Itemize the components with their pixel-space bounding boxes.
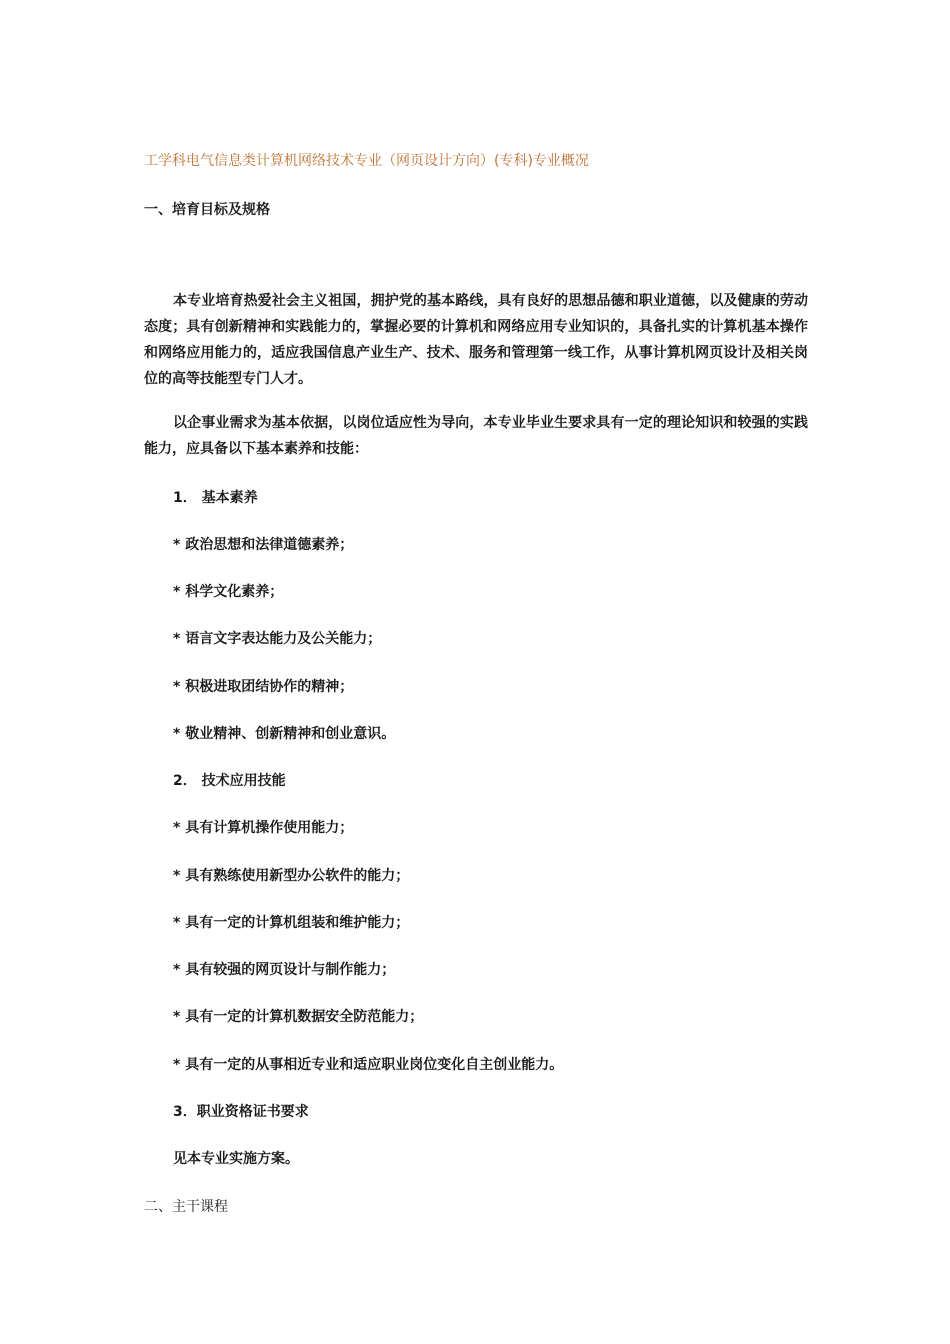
list-item: * 具有较强的网页设计与制作能力； [173,962,396,978]
paragraph-training-goal: 本专业培育热爱社会主义祖国，拥护党的基本路线，具有良好的思想品德和职业道德，以及健康的劳动态度；具有创新精神和实践能力的，掌握必要的计算机和网络应用专业知识的，具备扎实的计算机基本操作和网络应用能力的，适应我国信息产业生产、技术、服务和管理第一线工作，从事计算机网页设计及相关岗位的高等技能型专门人才。 [144,293,808,387]
list-item: * 敬业精神、创新精神和创业意识。 [173,726,396,742]
section-heading-main-courses: 二、主干课程 [144,1199,228,1215]
paragraph-requirements: 以企事业需求为基本依据，以岗位适应性为导向，本专业毕业生要求具有一定的理论知识和较强的实践能力，应具备以下基本素养和技能： [144,415,808,457]
subheading-basic-qualities: 1． 基本素养 [173,490,258,506]
list-item: * 具有一定的计算机组装和维护能力； [173,915,410,931]
list-item: * 积极进取团结协作的精神； [173,679,354,695]
list-item: * 政治思想和法律道德素养； [173,537,354,553]
list-item: * 具有一定的从事相近专业和适应职业岗位变化自主创业能力。 [173,1057,564,1073]
subheading-certificate-requirements: 3．职业资格证书要求 [173,1104,309,1120]
subheading-technical-skills: 2． 技术应用技能 [173,773,286,789]
document-title: 工学科电气信息类计算机网络技术专业（网页设计方向）(专科)专业概况 [144,153,589,169]
section-heading-training-goals: 一、培育目标及规格 [144,202,270,218]
list-item: * 语言文字表达能力及公关能力； [173,631,382,647]
list-item: * 科学文化素养； [173,584,284,600]
list-item: * 具有一定的计算机数据安全防范能力； [173,1009,424,1025]
certificate-note: 见本专业实施方案。 [173,1151,299,1167]
list-item: * 具有熟练使用新型办公软件的能力； [173,868,410,884]
list-item: * 具有计算机操作使用能力； [173,820,354,836]
